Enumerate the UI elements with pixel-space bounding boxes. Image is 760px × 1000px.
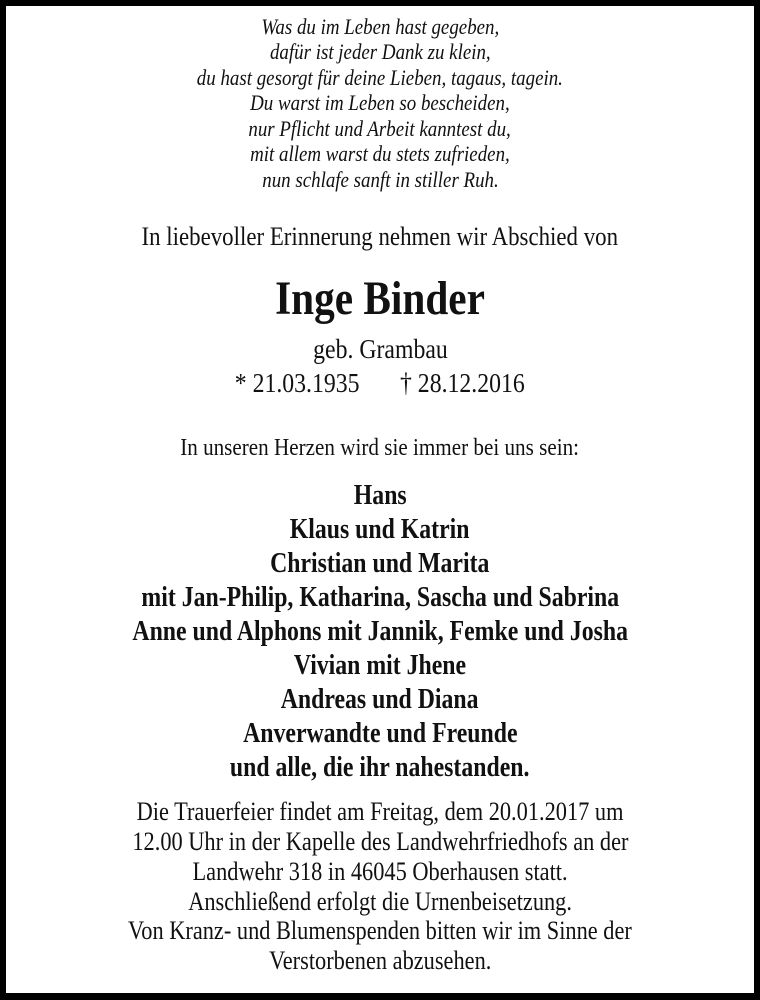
mourner-line <box>0 614 760 648</box>
death-date: † 28.12.2016 <box>400 368 525 398</box>
funeral-info-text: Verstorbenen abzusehen. <box>268 946 492 975</box>
poem-line <box>0 14 760 40</box>
mourner-line <box>0 716 760 750</box>
mourner-text: mit Jan-Philip, Katharina, Sascha und Sabrina <box>141 581 619 613</box>
mourner-text: Christian und Marita <box>270 547 490 579</box>
poem-line-text: dafür ist jeder Dank zu klein, <box>269 39 491 64</box>
funeral-info-line <box>0 887 760 917</box>
funeral-info-text: Die Trauerfeier findet am Freitag, dem 20.01.2017 um <box>136 797 624 826</box>
mourner-text: Klaus und Katrin <box>290 513 470 545</box>
funeral-info-text: 12.00 Uhr in der Kapelle des Landwehrfriedhofs an der <box>131 827 629 856</box>
funeral-info-line <box>0 916 760 946</box>
mourner-line <box>0 648 760 682</box>
mourner-text: Anne und Alphons mit Jannik, Femke und Josha <box>132 615 628 647</box>
poem-line-text: nun schlafe sanft in stiller Ruh. <box>261 167 499 192</box>
mourner-line <box>0 580 760 614</box>
poem-line <box>0 39 760 65</box>
poem-line-text: mit allem warst du stets zufrieden, <box>250 141 510 166</box>
funeral-info-line <box>0 857 760 887</box>
deceased-name <box>0 272 760 326</box>
funeral-info-line <box>0 797 760 827</box>
deceased-name-text: Inge Binder <box>275 272 485 325</box>
mourner-line <box>0 682 760 716</box>
mourner-line <box>0 478 760 512</box>
hearts-line <box>0 434 760 462</box>
funeral-info-text: Landwehr 318 in 46045 Oberhausen statt. <box>192 857 568 886</box>
poem-line-text: Du warst im Leben so bescheiden, <box>250 90 510 115</box>
poem-line-text: nur Pflicht und Arbeit kanntest du, <box>248 116 512 141</box>
mourner-text: und alle, die ihr nahestanden. <box>230 751 530 783</box>
intro-line <box>0 222 760 252</box>
hearts-line-text: In unseren Herzen wird sie immer bei uns sein: <box>180 435 580 461</box>
poem-line <box>0 90 760 116</box>
mourner-line <box>0 546 760 580</box>
mourner-line <box>0 750 760 784</box>
poem-line <box>0 141 760 167</box>
mourner-line <box>0 512 760 546</box>
birth-name <box>0 333 760 365</box>
life-dates <box>0 367 760 399</box>
mourner-text: Anverwandte und Freunde <box>242 717 518 749</box>
birth-date: * 21.03.1935 <box>235 368 360 398</box>
funeral-info-text: Von Kranz- und Blumenspenden bitten wir im Sinne der <box>128 916 632 945</box>
poem-line <box>0 65 760 91</box>
poem-line-text: Was du im Leben hast gegeben, <box>261 14 499 39</box>
funeral-info-line <box>0 946 760 976</box>
birth-name-text: geb. Grambau <box>312 334 448 364</box>
mourner-text: Andreas und Diana <box>281 683 479 715</box>
intro-text: In liebevoller Erinnerung nehmen wir Abschied von <box>141 222 619 251</box>
mourner-text: Vivian mit Jhene <box>293 649 467 681</box>
mourner-text: Hans <box>353 479 407 511</box>
funeral-info-text: Anschließend erfolgt die Urnenbeisetzung. <box>188 887 572 916</box>
life-dates-text <box>235 367 525 399</box>
poem-line-text: du hast gesorgt für deine Lieben, tagaus, tagein. <box>196 65 564 90</box>
poem-line <box>0 116 760 142</box>
poem-line <box>0 167 760 193</box>
funeral-info-line <box>0 827 760 857</box>
